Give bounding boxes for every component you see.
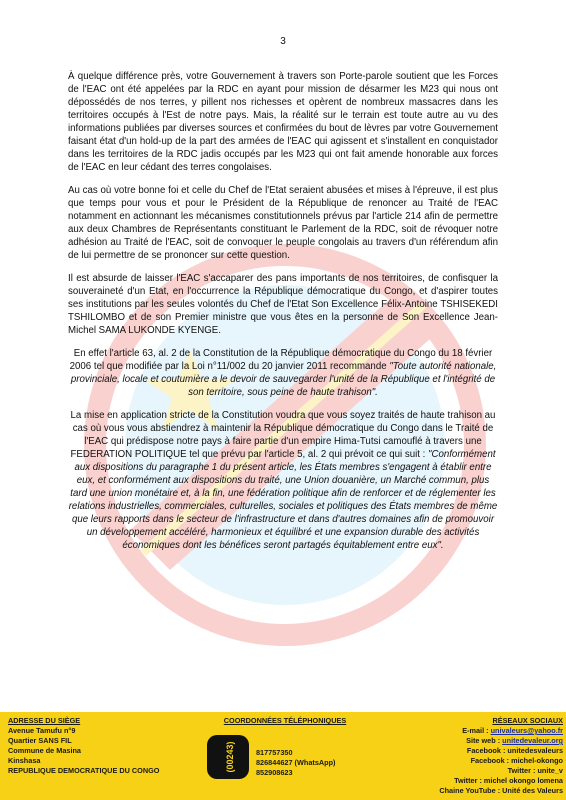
paragraph-5 bbox=[68, 409, 498, 552]
phone-number: 817757350 bbox=[256, 748, 293, 757]
social-line: Twitter : michel okongo lomena bbox=[454, 776, 563, 785]
paragraph-4-intro: En effet l'article 63, al. 2 de la Constitution de la République démocratique du Congo du 18 février 2006 tel que modifiée par la Loi n°11/002 du 20 janvier 2011 recommande bbox=[69, 348, 493, 372]
address-line: REPUBLIQUE DEMOCRATIQUE DU CONGO bbox=[8, 766, 160, 775]
phone-number: 826844627 (WhatsApp) bbox=[256, 758, 336, 767]
address-line: Kinshasa bbox=[8, 756, 41, 765]
page-number: 3 bbox=[280, 36, 286, 47]
site-link[interactable]: unitedevaleur.org bbox=[502, 736, 563, 745]
site-label: Site web : bbox=[466, 736, 501, 745]
phone-list bbox=[256, 748, 366, 778]
letter-body bbox=[68, 70, 498, 562]
address-line: Commune de Masina bbox=[8, 746, 81, 755]
social-line: Chaine YouTube : Unité des Valeurs bbox=[439, 786, 563, 795]
footer-address bbox=[8, 716, 198, 776]
address-line: Avenue Tamufu n°9 bbox=[8, 726, 76, 735]
social-line: Twitter : unite_v bbox=[507, 766, 563, 775]
phone-number: 852908623 bbox=[256, 768, 293, 777]
site-row bbox=[398, 736, 563, 746]
phone-prefix-logo bbox=[206, 734, 250, 780]
paragraph-4 bbox=[68, 347, 498, 399]
address-title: ADRESSE DU SIÈGE bbox=[8, 716, 81, 725]
email-row bbox=[398, 726, 563, 736]
social-line: Facebook : unitedesvaleurs bbox=[466, 746, 563, 755]
social-title: RÉSEAUX SOCIAUX bbox=[492, 716, 563, 725]
phone-prefix-text: (00243) bbox=[225, 741, 235, 773]
footer-social bbox=[398, 716, 563, 796]
address-line: Quartier SANS FIL bbox=[8, 736, 72, 745]
footer bbox=[0, 712, 566, 800]
paragraph-4-quote: "Toute autorité nationale, provinciale, locale et coutumière a le devoir de sauvegarder l'unité de la République et l'intégrité de son territoire, sous peine de haute trahison". bbox=[70, 361, 497, 398]
email-label: E-mail : bbox=[462, 726, 489, 735]
phone-title: COORDONNÉES TÉLÉPHONIQUES bbox=[223, 716, 347, 725]
paragraph-5-quote: "Conformément aux dispositions du paragraphe 1 du présent article, les États membres s'engagent à établir entre eux, et conformément aux dispositions du traité, une Union douanière, un Marché commun, plus tard une union monétaire et, à la fin, une fédération politique afin de renforcer et de réglementer les relations industrielles, commerciales, culturelles, sociales et politiques des États membres de même que leurs rapports dans le secteur de l'infrastructure et dans d'autres domaines afin de promouvoir un développement accéléré, harmonieux et équilibré et une expansion durable des activités économiques dont les bénéfices seront partagés équitablement entre eux". bbox=[68, 449, 498, 551]
email-link[interactable]: univaleurs@yahoo.fr bbox=[490, 726, 563, 735]
paragraph-1: À quelque différence près, votre Gouvernement à travers son Porte-parole soutient que les Forces de l'EAC ont été appelées par la RDC en ayant pour mission de désarmer les M23 qui nous ont dépossédés de nos terres, y pillent nos richesses et opèrent de nombreux massacres dans les territoires occupés à l'Est de notre pays. Mais, la réalité sur le terrain est toute autre au vu des informations publiées par diverses sources et confirmées du bout de lèvres par votre Gouvernement faisant état d'un hold-up de la part des armées de l'EAC qui agissent et s'installent en conquistador dans les territoires de la RDC jadis occupés par les M23 qui ont fait amende honorable aux forces de l'EAC en leur cédant des terres congolaises. bbox=[68, 71, 498, 173]
paragraph-5-intro: La mise en application stricte de la Constitution voudra que vous soyez traités de haute trahison au cas où vous vous abstiendrez à maintenir la République démocratique du Congo dans le Traité de l'EAC qui prédispose notre pays à faire partie d'un empire Hima-Tutsi camouflé à travers une FEDERATION POLITIQUE tel que prévu par l'article 5, al. 2 qui prévoit ce qui suit : bbox=[70, 410, 496, 460]
social-line: Facebook : michel-okongo bbox=[470, 756, 563, 765]
footer-phones bbox=[200, 716, 360, 777]
paragraph-3: Il est absurde de laisser l'EAC s'accaparer des pans importants de nos territoires, de confisquer la souveraineté d'un Etat, en l'occurrence la République démocratique du Congo, et d'aspirer toutes ses institutions par les seules volontés du Chef de l'Etat Son Excellence Félix-Antoine TSHISEKEDI TSHILOMBO et de son Premier ministre que vous êtes en la personne de Son Excellence Jean-Michel SAMA LUKONDE KYENGE. bbox=[68, 273, 498, 336]
paragraph-2: Au cas où votre bonne foi et celle du Chef de l'Etat seraient abusées et mises à l'épreuve, il est plus que temps pour vous et pour le Président de la République de renoncer au Traité de l'EAC notamment en actionnant les mécanismes constitutionnels prévus par l'article 214 afin de permettre aux deux Chambres de Représentants constituant le Parlement de la RDC, soit de révoquer notre adhésion au Traité de l'EAC, soit de convoquer le peuple congolais au travers d'un référendum afin de lui permettre de se prononcer sur cette question. bbox=[68, 185, 498, 261]
